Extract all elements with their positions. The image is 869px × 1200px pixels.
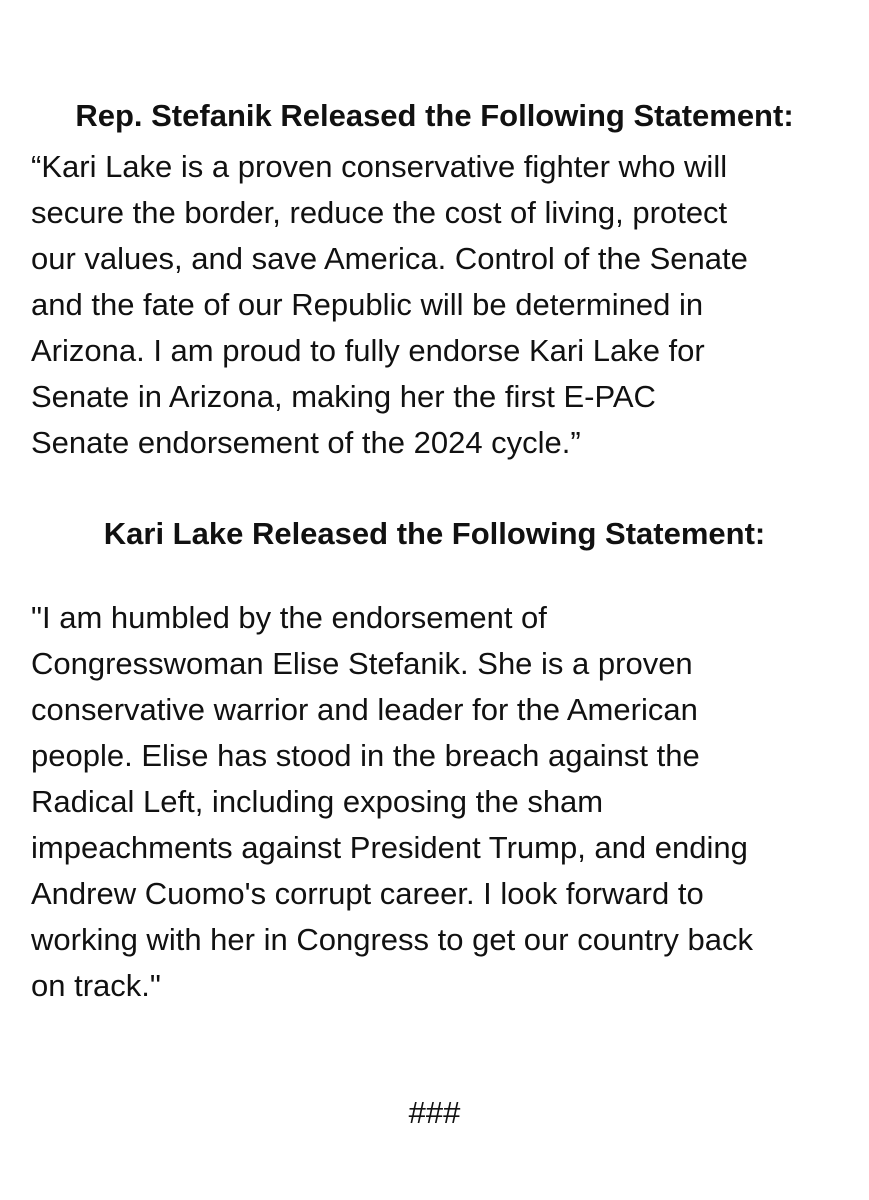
statement-line: on track." (31, 968, 161, 1003)
statement-line: Congresswoman Elise Stefanik. She is a proven (31, 646, 693, 681)
statement-line: our values, and save America. Control of the Senate (31, 241, 748, 276)
statement-line: Senate in Arizona, making her the first E-PAC (31, 379, 656, 414)
statement-heading-lake: Kari Lake Released the Following Statement: (103, 516, 766, 551)
statement-line: Radical Left, including exposing the sham (31, 784, 604, 819)
statement-line: working with her in Congress to get our country back (31, 922, 753, 957)
statement-body-lake (31, 595, 861, 1009)
statement-line: "I am humbled by the endorsement of (31, 600, 547, 635)
statement-line: secure the border, reduce the cost of living, protect (31, 195, 728, 230)
statement-line: impeachments against President Trump, and ending (31, 830, 748, 865)
statement-line: Arizona. I am proud to fully endorse Kari Lake for (31, 333, 705, 368)
statement-line: conservative warrior and leader for the American (31, 692, 698, 727)
statement-line: “Kari Lake is a proven conservative fighter who will (31, 149, 728, 184)
statement-heading-stefanik: Rep. Stefanik Released the Following Statement: (75, 98, 794, 133)
statement-line: Andrew Cuomo's corrupt career. I look forward to (31, 876, 704, 911)
statement-line: people. Elise has stood in the breach against the (31, 738, 700, 773)
statement-line: and the fate of our Republic will be determined in (31, 287, 704, 322)
statement-body-stefanik (31, 144, 861, 466)
statement-line: Senate endorsement of the 2024 cycle.” (31, 425, 581, 460)
end-of-release-mark: ### (408, 1095, 461, 1130)
